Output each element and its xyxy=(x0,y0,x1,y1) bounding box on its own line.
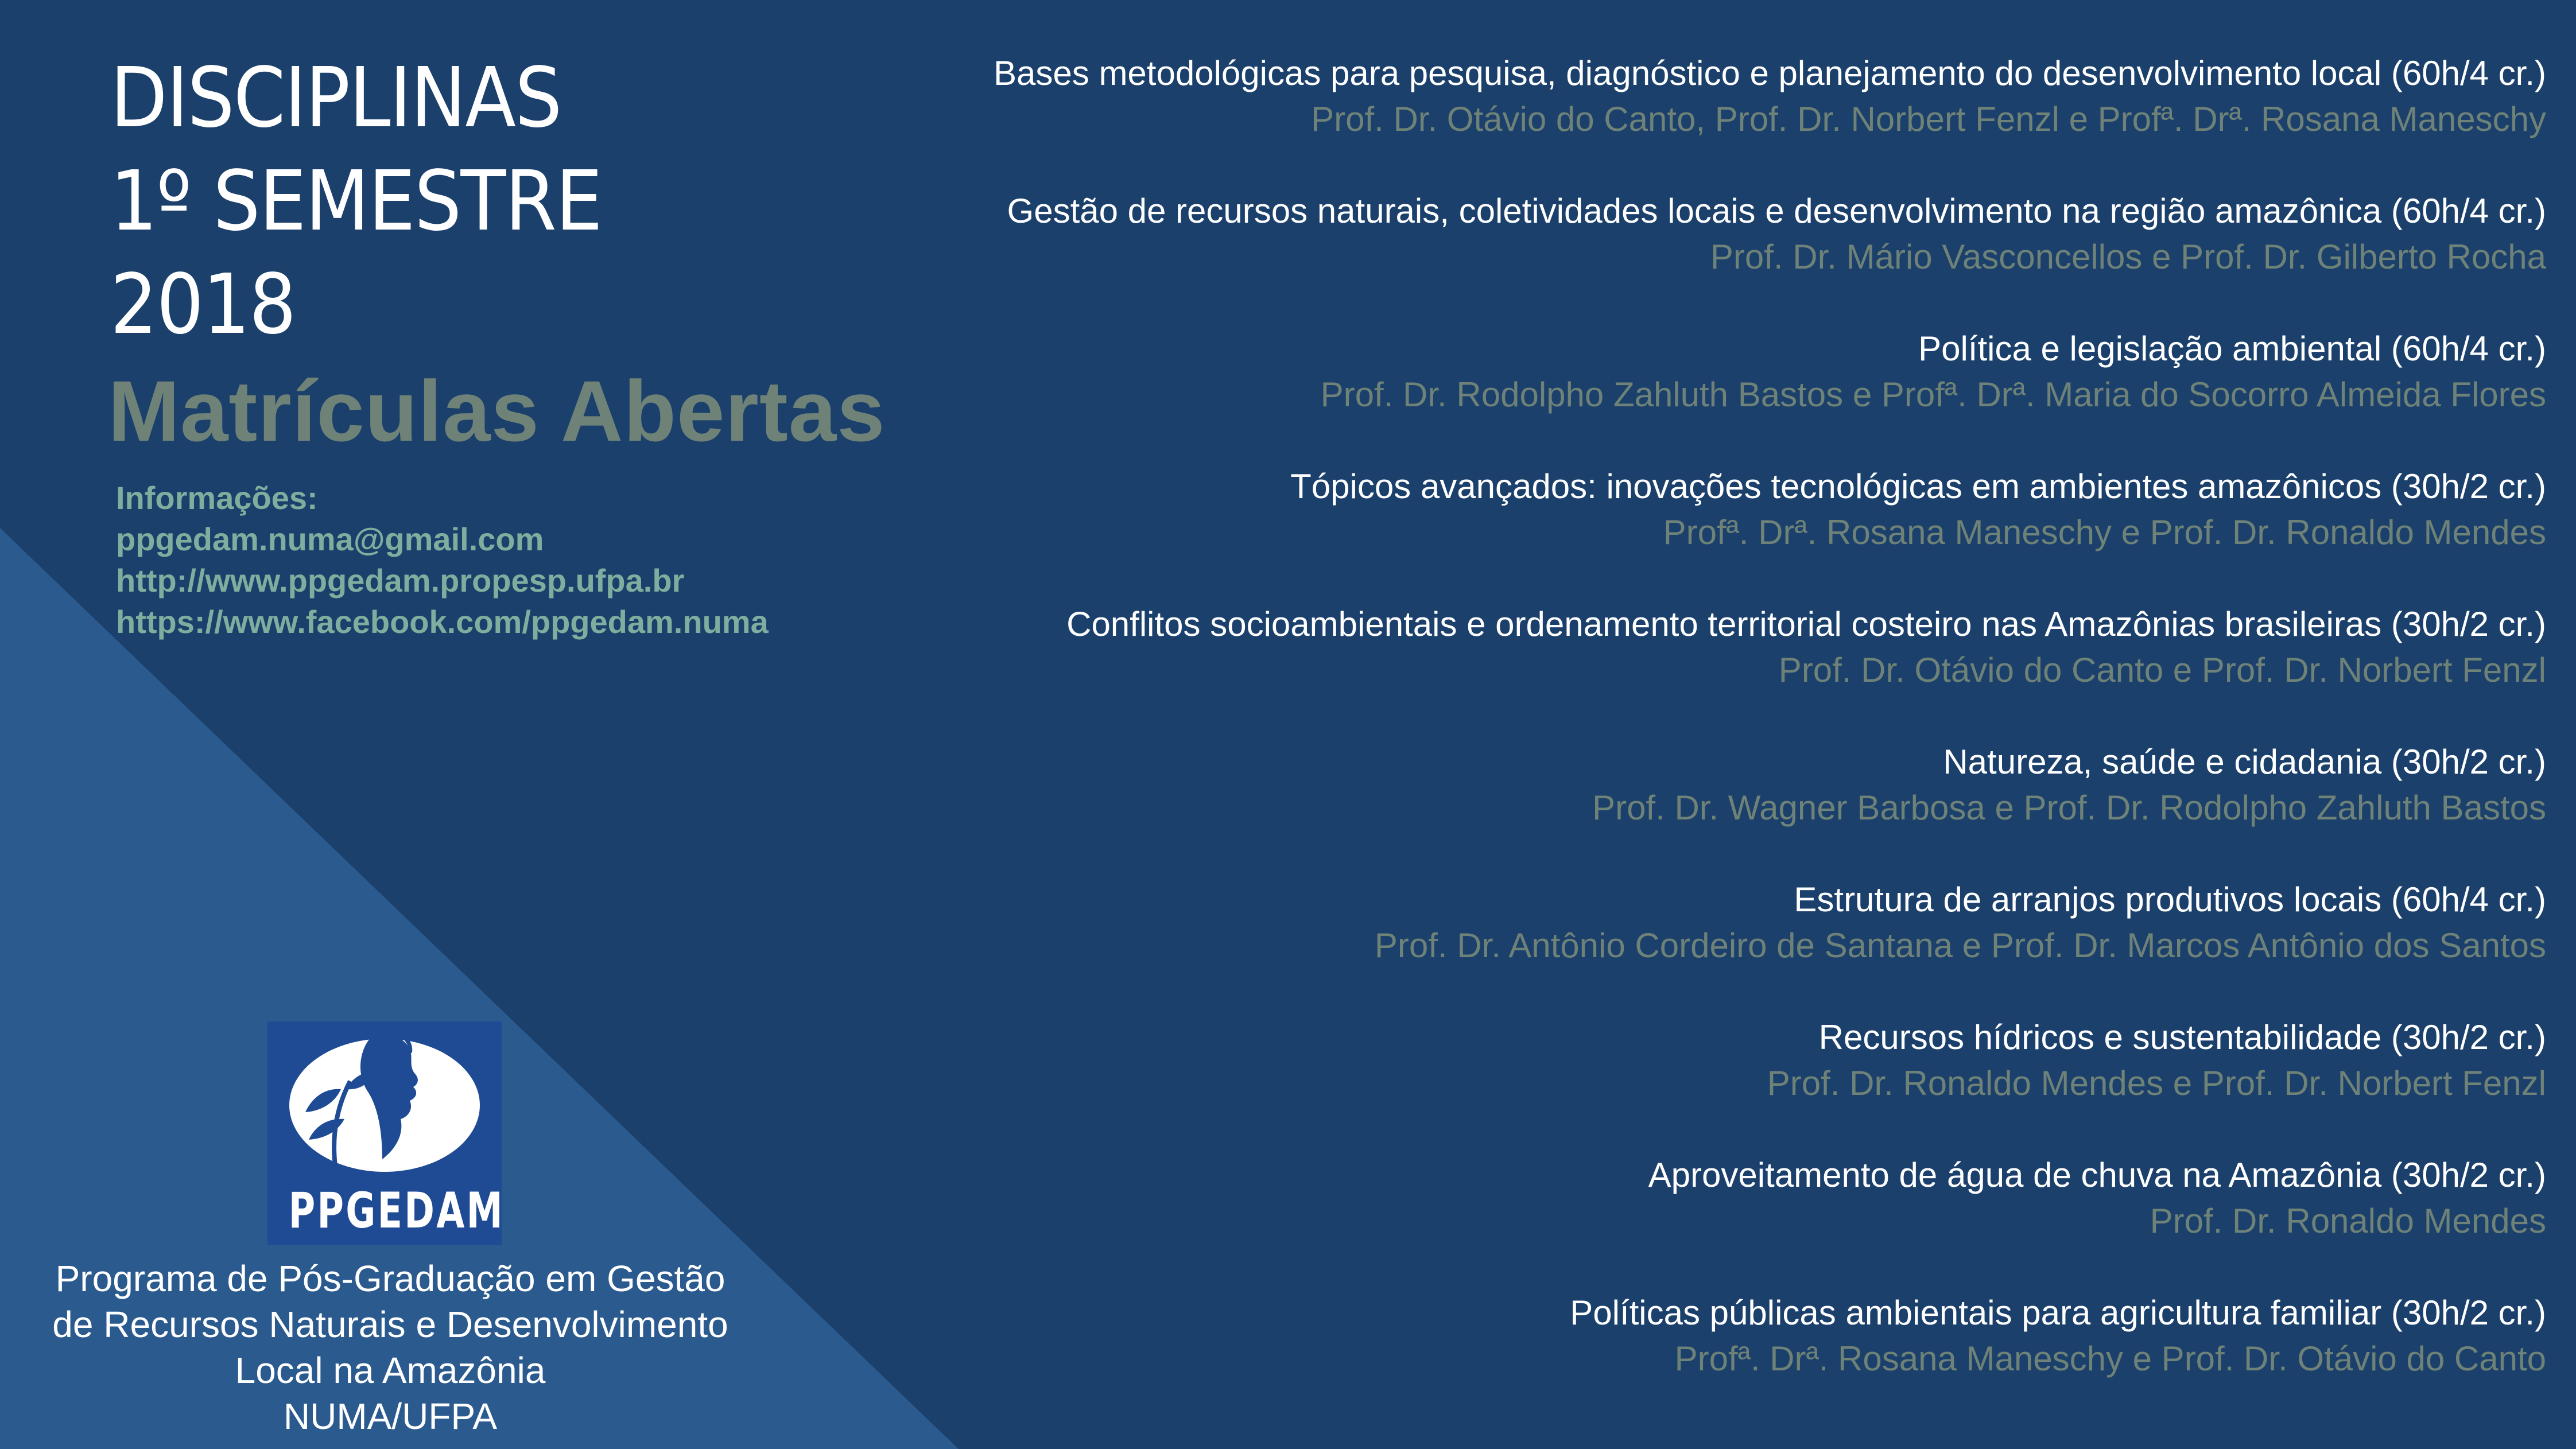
course-item xyxy=(709,50,2546,188)
course-professors: Prof. Dr. Mário Vasconcellos e Prof. Dr. Gilberto Rocha xyxy=(1710,238,2546,276)
course-professors: Prof. Dr. Otávio do Canto e Prof. Dr. Norbert Fenzl xyxy=(1778,651,2546,689)
course-item xyxy=(709,1290,2546,1428)
program-line-3: Local na Amazônia xyxy=(235,1350,546,1391)
course-professors: Profª. Drª. Rosana Maneschy e Prof. Dr. Ronaldo Mendes xyxy=(1663,513,2546,551)
program-line-1: Programa de Pós-Graduação em Gestão xyxy=(55,1258,726,1299)
course-item xyxy=(709,464,2546,601)
contact-website: http://www.ppgedam.propesp.ufpa.br xyxy=(116,562,685,599)
course-professors: Prof. Dr. Ronaldo Mendes xyxy=(2150,1202,2546,1240)
course-item xyxy=(709,1015,2546,1152)
course-title: Política e legislação ambiental (60h/4 cr.) xyxy=(1918,329,2546,368)
course-professors: Prof. Dr. Wagner Barbosa e Prof. Dr. Rodolpho Zahluth Bastos xyxy=(1592,788,2546,827)
course-item xyxy=(709,739,2546,877)
course-item xyxy=(709,1152,2546,1290)
heading-line-semester: 1º SEMESTRE xyxy=(110,153,602,249)
course-title: Gestão de recursos naturais, coletividades locais e desenvolvimento na região amazônica (60h/4 cr.) xyxy=(1007,192,2546,230)
course-title: Estrutura de arranjos produtivos locais (60h/4 cr.) xyxy=(1794,880,2546,919)
heading-line-disciplinas: DISCIPLINAS xyxy=(110,49,561,146)
program-line-4: NUMA/UFPA xyxy=(283,1396,498,1437)
contact-info xyxy=(116,477,769,643)
course-list xyxy=(709,50,2546,1428)
course-professors: Prof. Dr. Antônio Cordeiro de Santana e Prof. Dr. Marcos Antônio dos Santos xyxy=(1374,926,2546,965)
logo-text: PPGEDAM xyxy=(288,1182,505,1240)
course-professors: Profª. Drª. Rosana Maneschy e Prof. Dr. Otávio do Canto xyxy=(1674,1339,2546,1378)
program-line-2: de Recursos Naturais e Desenvolvimento xyxy=(52,1304,728,1345)
course-professors: Prof. Dr. Rodolpho Zahluth Bastos e Profª. Drª. Maria do Socorro Almeida Flores xyxy=(1320,375,2546,414)
heading-line-year: 2018 xyxy=(110,256,296,352)
course-professors: Prof. Dr. Otávio do Canto, Prof. Dr. Norbert Fenzl e Profª. Drª. Rosana Maneschy xyxy=(1311,100,2546,138)
course-title: Políticas públicas ambientais para agricultura familiar (30h/2 cr.) xyxy=(1570,1293,2546,1332)
contact-email: ppgedam.numa@gmail.com xyxy=(116,521,544,557)
course-item xyxy=(709,877,2546,1015)
course-title: Aproveitamento de água de chuva na Amazônia (30h/2 cr.) xyxy=(1648,1156,2546,1194)
course-title: Recursos hídricos e sustentabilidade (30h/2 cr.) xyxy=(1818,1018,2546,1056)
course-title: Tópicos avançados: inovações tecnológicas em ambientes amazônicos (30h/2 cr.) xyxy=(1290,467,2546,506)
enrollment-open-label: Matrículas Abertas xyxy=(108,363,886,459)
course-professors: Prof. Dr. Ronaldo Mendes e Prof. Dr. Norbert Fenzl xyxy=(1767,1064,2546,1102)
course-title: Bases metodológicas para pesquisa, diagnóstico e planejamento do desenvolvimento local (60h/4 cr.) xyxy=(994,54,2546,92)
page-heading xyxy=(110,46,602,356)
course-item xyxy=(709,188,2546,326)
program-description xyxy=(23,1256,758,1439)
contact-facebook: https://www.facebook.com/ppgedam.numa xyxy=(116,604,769,640)
ppgedam-logo xyxy=(267,1021,505,1245)
course-item xyxy=(709,601,2546,739)
face-profile-logo-icon xyxy=(267,1021,502,1188)
info-label: Informações: xyxy=(116,480,318,516)
course-title: Natureza, saúde e cidadania (30h/2 cr.) xyxy=(1943,743,2546,781)
course-item xyxy=(709,326,2546,464)
course-title: Conflitos socioambientais e ordenamento territorial costeiro nas Amazônias brasileiras (30h/2 cr.) xyxy=(1066,605,2546,643)
